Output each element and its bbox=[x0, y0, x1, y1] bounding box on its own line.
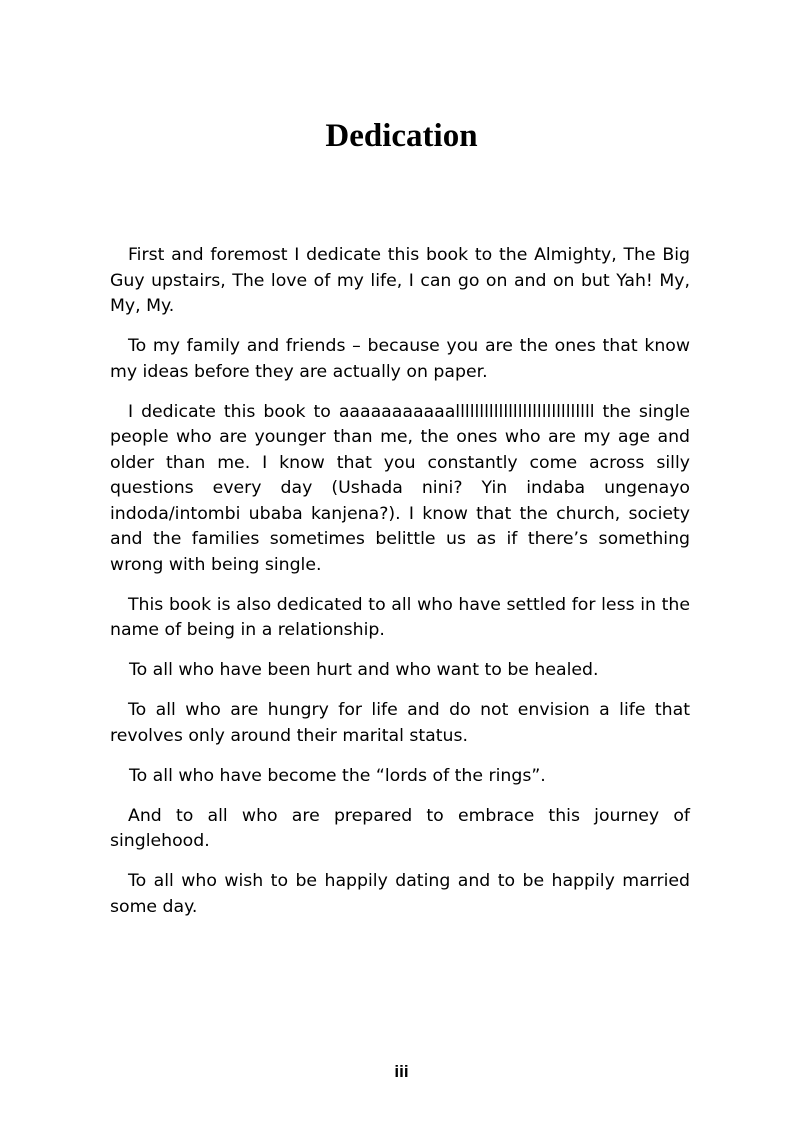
page-number: iii bbox=[394, 1062, 409, 1081]
paragraph-happily-dating: To all who wish to be happily dating and to be happily married some day. bbox=[110, 871, 690, 917]
paragraph-single-people: I dedicate this book to aaaaaaaaaaalllllllllllllllllllllllllllll the single people who are younger than me, the ones who are my age and older than me. I know that you constantly come across silly questions every day (Ushada nini? Yin indaba ungenayo indoda/intombi ubaba kanjena?). I know that the church, society and the families sometimes belittle us as if there’s something wrong with being single. bbox=[110, 401, 690, 575]
page-title: Dedication bbox=[325, 118, 478, 154]
paragraph-lords-of-the-rings: To all who have become the “lords of the rings”. bbox=[129, 765, 546, 786]
paragraph-singlehood: And to all who are prepared to embrace this journey of singlehood. bbox=[110, 805, 690, 851]
paragraph-almighty: First and foremost I dedicate this book to the Almighty, The Big Guy upstairs, The love of my life, I can go on and on but Yah! My, My, My. bbox=[110, 245, 690, 316]
paragraph-settled-for-less: This book is also dedicated to all who have settled for less in the name of being in a relationship. bbox=[110, 594, 690, 640]
paragraph-hurt: To all who have been hurt and who want to be healed. bbox=[129, 660, 599, 680]
paragraph-family-friends: To my family and friends – because you are the ones that know my ideas before they are actually on paper. bbox=[110, 336, 690, 382]
dedication-body bbox=[110, 243, 690, 935]
paragraph-hungry-for-life: To all who are hungry for life and do not envision a life that revolves only around their marital status. bbox=[110, 700, 690, 746]
